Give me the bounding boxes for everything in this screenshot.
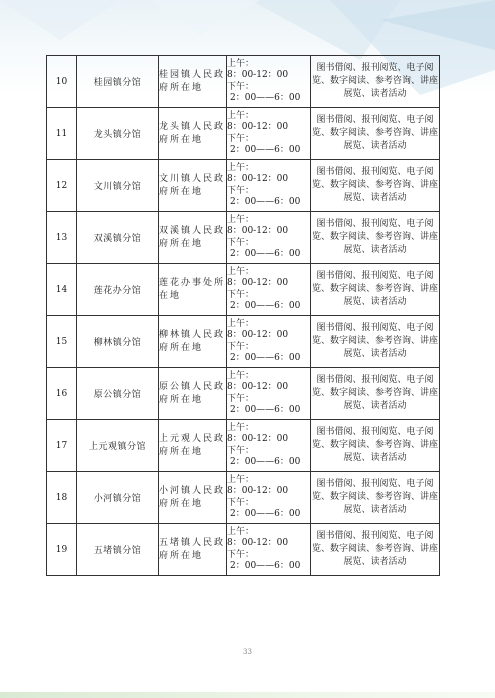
branch-location: 柳林镇人民政府所在地 xyxy=(159,316,227,368)
branch-name: 原公镇分馆 xyxy=(77,368,159,420)
pm-label: 下午： xyxy=(227,445,255,456)
am-time: 8：00-12：00 xyxy=(227,122,289,132)
table-body xyxy=(47,56,440,576)
table-row xyxy=(47,56,440,108)
am-label: 上午： xyxy=(227,318,255,329)
services: 图书借阅、报刊阅览、电子阅览、数字阅读、参考咨询、讲座展览、读者活动 xyxy=(311,212,440,264)
table-row xyxy=(47,316,440,368)
branch-location: 莲花办事处所在地 xyxy=(159,264,227,316)
am-label: 上午： xyxy=(227,422,255,433)
services: 图书借阅、报刊阅览、电子阅览、数字阅读、参考咨询、讲座展览、读者活动 xyxy=(311,472,440,524)
pm-label: 下午： xyxy=(227,393,255,404)
am-time: 8：00-12：00 xyxy=(227,382,289,392)
opening-hours xyxy=(227,368,311,420)
services: 图书借阅、报刊阅览、电子阅览、数字阅读、参考咨询、讲座展览、读者活动 xyxy=(311,524,440,576)
opening-hours xyxy=(227,212,311,264)
pm-time: 2：00——6：00 xyxy=(230,353,301,363)
services: 图书借阅、报刊阅览、电子阅览、数字阅读、参考咨询、讲座展览、读者活动 xyxy=(311,160,440,212)
branch-name: 莲花办分馆 xyxy=(77,264,159,316)
pm-time: 2：00——6：00 xyxy=(230,145,301,155)
am-time: 8：00-12：00 xyxy=(227,174,289,184)
pm-time: 2：00——6：00 xyxy=(230,93,301,103)
services: 图书借阅、报刊阅览、电子阅览、数字阅读、参考咨询、讲座展览、读者活动 xyxy=(311,316,440,368)
table-row xyxy=(47,264,440,316)
opening-hours xyxy=(227,160,311,212)
am-label: 上午： xyxy=(227,474,255,485)
branch-name: 桂园镇分馆 xyxy=(77,56,159,108)
table-row xyxy=(47,160,440,212)
row-number: 17 xyxy=(47,420,77,472)
am-time: 8：00-12：00 xyxy=(227,70,289,80)
am-time: 8：00-12：00 xyxy=(227,434,289,444)
pm-label: 下午： xyxy=(227,237,255,248)
services: 图书借阅、报刊阅览、电子阅览、数字阅读、参考咨询、讲座展览、读者活动 xyxy=(311,368,440,420)
branch-name: 小河镇分馆 xyxy=(77,472,159,524)
branch-location: 双溪镇人民政府所在地 xyxy=(159,212,227,264)
branch-location: 原公镇人民政府所在地 xyxy=(159,368,227,420)
services: 图书借阅、报刊阅览、电子阅览、数字阅读、参考咨询、讲座展览、读者活动 xyxy=(311,420,440,472)
row-number: 16 xyxy=(47,368,77,420)
am-label: 上午： xyxy=(227,214,255,225)
row-number: 14 xyxy=(47,264,77,316)
am-label: 上午： xyxy=(227,526,255,537)
am-label: 上午： xyxy=(227,162,255,173)
branch-location: 桂园镇人民政府所在地 xyxy=(159,56,227,108)
branch-location: 文川镇人民政府所在地 xyxy=(159,160,227,212)
pm-time: 2：00——6：00 xyxy=(230,561,301,571)
am-time: 8：00-12：00 xyxy=(227,538,289,548)
services: 图书借阅、报刊阅览、电子阅览、数字阅读、参考咨询、讲座展览、读者活动 xyxy=(311,56,440,108)
branch-location: 小河镇人民政府所在地 xyxy=(159,472,227,524)
pm-label: 下午： xyxy=(227,185,255,196)
am-time: 8：00-12：00 xyxy=(227,278,289,288)
branch-name: 龙头镇分馆 xyxy=(77,108,159,160)
table-row xyxy=(47,472,440,524)
row-number: 15 xyxy=(47,316,77,368)
table-row xyxy=(47,420,440,472)
pm-label: 下午： xyxy=(227,341,255,352)
pm-label: 下午： xyxy=(227,133,255,144)
pm-time: 2：00——6：00 xyxy=(230,457,301,467)
branch-name: 柳林镇分馆 xyxy=(77,316,159,368)
table-row xyxy=(47,524,440,576)
pm-time: 2：00——6：00 xyxy=(230,301,301,311)
am-time: 8：00-12：00 xyxy=(227,486,289,496)
row-number: 11 xyxy=(47,108,77,160)
opening-hours xyxy=(227,264,311,316)
row-number: 19 xyxy=(47,524,77,576)
branch-location: 五堵镇人民政府所在地 xyxy=(159,524,227,576)
am-label: 上午： xyxy=(227,58,255,69)
page-number: 33 xyxy=(243,648,252,656)
table-row xyxy=(47,212,440,264)
table-row xyxy=(47,368,440,420)
row-number: 18 xyxy=(47,472,77,524)
pm-time: 2：00——6：00 xyxy=(230,509,301,519)
services: 图书借阅、报刊阅览、电子阅览、数字阅读、参考咨询、讲座展览、读者活动 xyxy=(311,108,440,160)
footer-decoration xyxy=(0,692,495,698)
opening-hours xyxy=(227,316,311,368)
table-row xyxy=(47,108,440,160)
opening-hours xyxy=(227,524,311,576)
pm-time: 2：00——6：00 xyxy=(230,405,301,415)
opening-hours xyxy=(227,420,311,472)
branch-name: 五堵镇分馆 xyxy=(77,524,159,576)
am-label: 上午： xyxy=(227,266,255,277)
pm-label: 下午： xyxy=(227,549,255,560)
pm-label: 下午： xyxy=(227,289,255,300)
row-number: 12 xyxy=(47,160,77,212)
row-number: 13 xyxy=(47,212,77,264)
am-time: 8：00-12：00 xyxy=(227,330,289,340)
opening-hours xyxy=(227,108,311,160)
branch-name: 上元观镇分馆 xyxy=(77,420,159,472)
am-label: 上午： xyxy=(227,110,255,121)
am-time: 8：00-12：00 xyxy=(227,226,289,236)
services: 图书借阅、报刊阅览、电子阅览、数字阅读、参考咨询、讲座展览、读者活动 xyxy=(311,264,440,316)
opening-hours xyxy=(227,472,311,524)
branch-name: 文川镇分馆 xyxy=(77,160,159,212)
row-number: 10 xyxy=(47,56,77,108)
branch-schedule-table xyxy=(46,55,440,576)
opening-hours xyxy=(227,56,311,108)
branch-location: 上元观人民政府所在地 xyxy=(159,420,227,472)
pm-label: 下午： xyxy=(227,81,255,92)
pm-label: 下午： xyxy=(227,497,255,508)
pm-time: 2：00——6：00 xyxy=(230,249,301,259)
am-label: 上午： xyxy=(227,370,255,381)
branch-location: 龙头镇人民政府所在地 xyxy=(159,108,227,160)
branch-name: 双溪镇分馆 xyxy=(77,212,159,264)
pm-time: 2：00——6：00 xyxy=(230,197,301,207)
